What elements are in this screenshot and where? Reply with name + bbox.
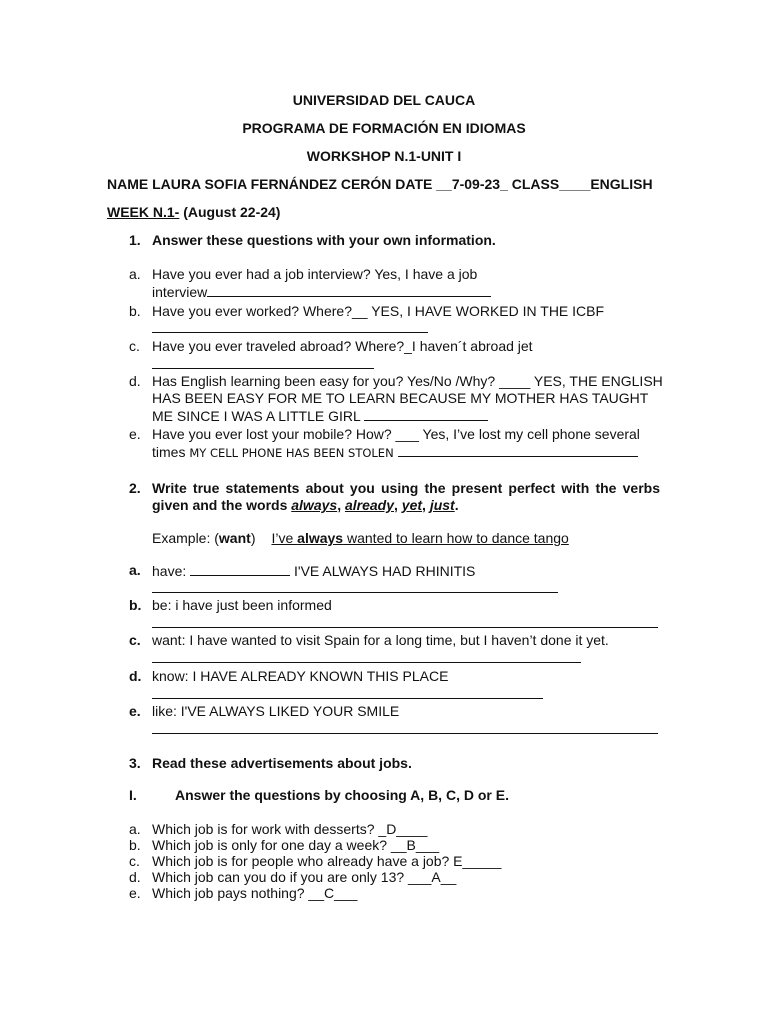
s3-item-letter: c. (129, 853, 140, 869)
section1-title: Answer these questions with your own information. (152, 232, 496, 248)
s1-item-d-line2: HAS BEEN EASY FOR ME TO LEARN BECAUSE MY MOTHER HAS TAUGHT (152, 390, 649, 406)
section3-title: Read these advertisements about jobs. (152, 755, 412, 771)
s1-item-c-line1: Have you ever traveled abroad? Where?_I haven´t abroad jet (152, 338, 533, 354)
s3-item-letter: a. (129, 821, 141, 837)
answer-blank-line (152, 614, 658, 632)
section3-sub-title: Answer the questions by choosing A, B, C, D or E. (175, 787, 509, 803)
answer-blank (207, 283, 491, 297)
answer-blank-line (152, 685, 543, 703)
example-line: Example: (want) I’ve always wanted to learn how to dance tango (152, 530, 569, 546)
university-title: UNIVERSIDAD DEL CAUCA (292, 92, 476, 108)
section3-number: 3. (129, 755, 141, 771)
section1-number: 1. (129, 232, 141, 248)
s2-item-b-text: be: i have just been informed (152, 597, 332, 613)
s2-item-c-text: want: I have wanted to visit Spain for a long time, but I haven’t done it yet. (152, 632, 609, 648)
answer-blank-line (152, 720, 658, 738)
s3-item-b-text: Which job is only for one day a week? __B___ (152, 837, 440, 853)
s2-item-a-text: have: I'VE ALWAYS HAD RHINITIS (152, 563, 476, 579)
s2-item-letter: b. (129, 597, 142, 613)
s1-item-letter: a. (129, 266, 141, 282)
answer-blank-line (152, 579, 558, 597)
s1-item-d-line3: ME SINCE I WAS A LITTLE GIRL (152, 407, 488, 425)
s2-item-letter: c. (129, 632, 141, 648)
example-sentence: I’ve always wanted to learn how to dance tango (271, 530, 569, 546)
word-just: just (429, 497, 455, 513)
s2-item-letter: d. (129, 668, 142, 684)
section2-title-line2: given and the words always, already, yet, just. (152, 497, 459, 513)
section2-title-line1: Write true statements about you using the present perfect with the verbs (152, 480, 660, 496)
s1-item-a-line2: interview (152, 283, 491, 301)
week-label: WEEK N.1- (107, 204, 180, 220)
s1-item-b-line1: Have you ever worked? Where?__ YES, I HAVE WORKED IN THE ICBF (152, 303, 605, 319)
s1-item-a-line1: Have you ever had a job interview? Yes, I have a job (152, 266, 478, 282)
s3-item-letter: d. (129, 869, 141, 885)
s1-item-e-line2: times MY CELL PHONE HAS BEEN STOLEN (152, 443, 638, 462)
section2-number: 2. (129, 480, 141, 496)
s3-item-c-text: Which job is for people who already have a job? E_____ (152, 853, 502, 869)
word-yet: yet (401, 497, 423, 513)
workshop-title: WORKSHOP N.1-UNIT I (306, 148, 462, 164)
s1-item-d-line1: Has English learning been easy for you? Yes/No /Why? ____ YES, THE ENGLISH (152, 373, 663, 389)
s3-item-e-text: Which job pays nothing? __C___ (152, 885, 358, 901)
section3-sub-number: I. (129, 787, 137, 803)
student-info-line: NAME LAURA SOFIA FERNÁNDEZ CERÓN DATE __7-09-23_ CLASS____ENGLISH (107, 176, 653, 192)
answer-blank-line (152, 649, 581, 667)
week-line (107, 204, 280, 221)
answer-blank-line (152, 319, 428, 337)
s2-item-letter: a. (129, 562, 141, 578)
s1-item-letter: e. (129, 426, 141, 442)
word-always: always (291, 497, 338, 513)
s3-item-letter: e. (129, 885, 141, 901)
s2-item-d-text: know: I HAVE ALREADY KNOWN THIS PLACE (152, 668, 449, 684)
s3-item-d-text: Which job can you do if you are only 13? ___A__ (152, 869, 457, 885)
week-dates: (August 22-24) (179, 204, 281, 220)
s3-item-a-text: Which job is for work with desserts? _D____ (152, 821, 428, 837)
s1-item-e-line1: Have you ever lost your mobile? How? ___ Yes, I’ve lost my cell phone several (152, 426, 640, 442)
s2-item-e-text: like: I'VE ALWAYS LIKED YOUR SMILE (152, 703, 400, 719)
s1-item-letter: b. (129, 303, 141, 319)
s3-item-letter: b. (129, 837, 141, 853)
s1-item-letter: d. (129, 373, 141, 389)
program-title: PROGRAMA DE FORMACIÓN EN IDIOMAS (242, 120, 526, 136)
s1-item-letter: c. (129, 338, 140, 354)
answer-blank-line (152, 355, 374, 373)
s2-item-letter: e. (129, 703, 141, 719)
word-already: already (344, 497, 395, 513)
